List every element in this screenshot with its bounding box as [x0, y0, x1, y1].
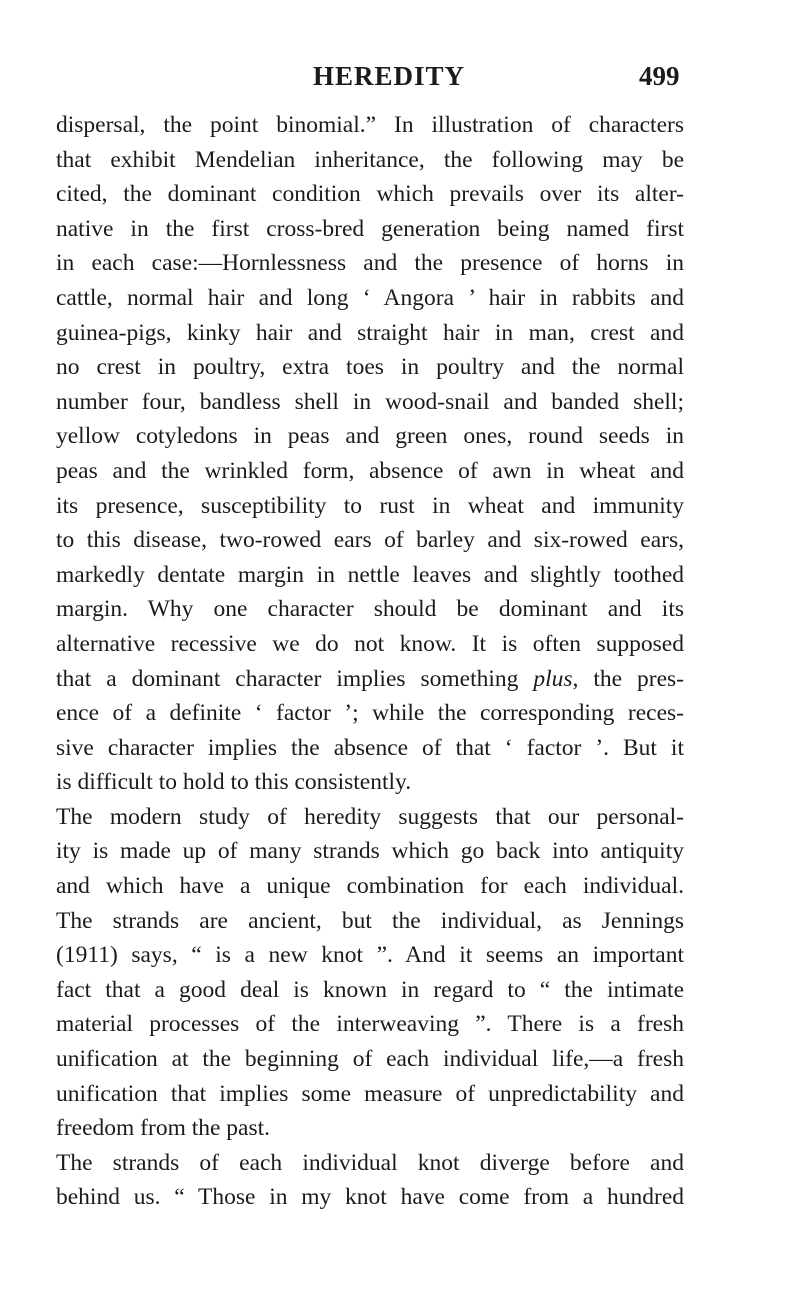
body-text	[56, 108, 684, 1215]
text-line: its presence, susceptibility to rust in wheat and immunity	[56, 492, 684, 519]
text-line: freedom from the past.	[56, 1115, 271, 1142]
text-line: fact that a good deal is known in regard to “ the intimate	[56, 976, 684, 1003]
paragraph-1	[56, 108, 684, 800]
running-head	[0, 60, 800, 100]
paragraph-3	[56, 1146, 684, 1215]
text-line: cited, the dominant condition which prevails over its alter-	[56, 181, 684, 208]
text-line: no crest in poultry, extra toes in poultry and the normal	[56, 354, 684, 381]
text-line: sive character implies the absence of that ‘ factor ’. But it	[56, 734, 684, 761]
text-line: The strands of each individual knot diverge before and	[56, 1149, 684, 1176]
running-title: HEREDITY	[313, 61, 466, 91]
text-line: that a dominant character implies something plus, the pres-	[56, 665, 684, 692]
text-line: to this disease, two-rowed ears of barley and six-rowed ears,	[56, 527, 684, 554]
text-line: (1911) says, “ is a new knot ”. And it seems an important	[56, 942, 684, 969]
text-line: behind us. “ Those in my knot have come from a hundred	[56, 1184, 684, 1211]
text-line: markedly dentate margin in nettle leaves and slightly toothed	[56, 561, 684, 588]
page-number: 499	[639, 61, 680, 91]
text-line: in each case:—Hornlessness and the presence of horns in	[56, 250, 684, 277]
text-line: yellow cotyledons in peas and green ones, round seeds in	[56, 423, 684, 450]
text-line: alternative recessive we do not know. It is often supposed	[56, 630, 684, 657]
text-line: margin. Why one character should be dominant and its	[56, 596, 684, 623]
text-line: ity is made up of many strands which go back into antiquity	[56, 838, 684, 865]
text-line: ence of a definite ‘ factor ’; while the corresponding reces-	[56, 700, 684, 727]
text-line: dispersal, the point binomial.” In illustration of characters	[56, 112, 684, 138]
text-line: number four, bandless shell in wood-snail and banded shell;	[56, 388, 684, 415]
emphasis-plus: plus	[533, 665, 573, 692]
text-line: The strands are ancient, but the individual, as Jennings	[56, 907, 684, 934]
text-line: native in the first cross-bred generation being named first	[56, 215, 684, 242]
text-line: cattle, normal hair and long ‘ Angora ’ hair in rabbits and	[56, 284, 684, 311]
text-line: unification that implies some measure of unpredictability and	[56, 1080, 684, 1107]
text-line: is difficult to hold to this consistently.	[56, 769, 412, 796]
text-line: guinea-pigs, kinky hair and straight hair in man, crest and	[56, 319, 684, 346]
text-line: The modern study of heredity suggests that our personal-	[56, 803, 684, 830]
text-line: peas and the wrinkled form, absence of awn in wheat and	[56, 457, 684, 484]
paragraph-2	[56, 800, 684, 1146]
text-line: material processes of the interweaving ”. There is a fresh	[56, 1011, 684, 1038]
text-line: that exhibit Mendelian inheritance, the following may be	[56, 146, 684, 173]
text-line: and which have a unique combination for each individual.	[56, 873, 684, 900]
text-line: unification at the beginning of each individual life,—a fresh	[56, 1046, 684, 1073]
